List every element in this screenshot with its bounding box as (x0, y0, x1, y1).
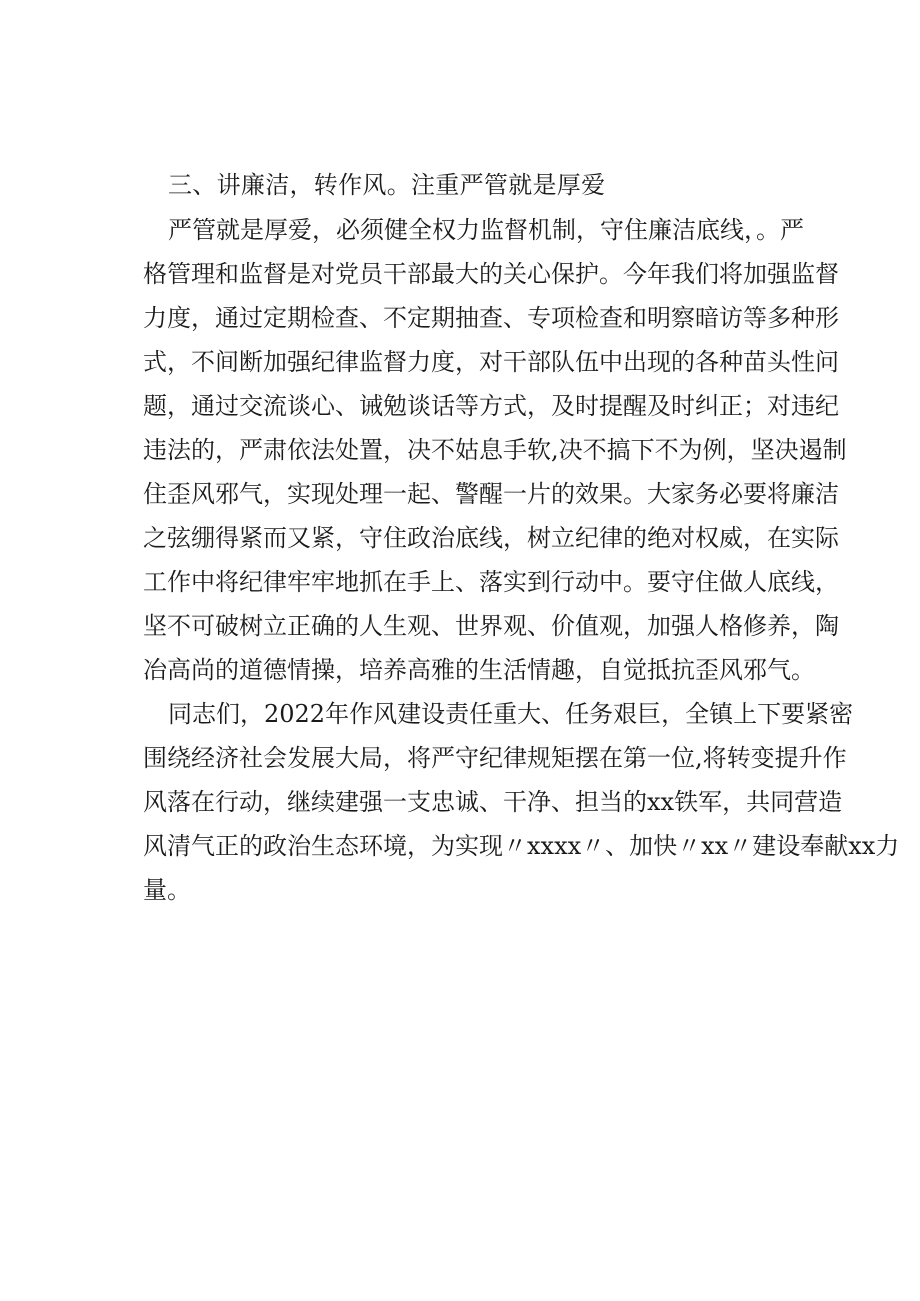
paragraph-1-line: 力度，通过定期检查、不定期抽查、专项检查和明察暗访等多种形 (143, 304, 839, 332)
paragraph-1-line: 违法的，严肃依法处置，决不姑息手软,决不搞下不为例，坚决遏制 (143, 436, 847, 464)
paragraph-2-line: 风落在行动，继续建强一支忠诚、干净、担当的xx铁军，共同营造 (143, 788, 843, 816)
paragraph-1-line: 题，通过交流谈心、诫勉谈话等方式，及时提醒及时纠正；对违纪 (143, 392, 839, 420)
paragraph-1-line: 格管理和监督是对党员干部最大的关心保护。今年我们将加强监督 (143, 260, 839, 288)
paragraph-2-line: 围绕经济社会发展大局，将严守纪律规矩摆在第一位,将转变提升作 (143, 744, 847, 772)
paragraph-1-line: 坚不可破树立正确的人生观、世界观、价值观，加强人格修养，陶 (143, 612, 839, 640)
paragraph-1-line: 严管就是厚爱，必须健全权力监督机制，守住廉洁底线，。严 (168, 216, 804, 244)
paragraph-1-line: 式，不间断加强纪律监督力度，对干部队伍中出现的各种苗头性问 (143, 348, 839, 376)
paragraph-1-line: 冶高尚的道德情操，培养高雅的生活情趣，自觉抵抗歪风邪气。 (143, 656, 815, 684)
paragraph-2-line: 风清气正的政治生态环境，为实现〃xxxx〃、加快〃xx〃建设奉献xx力 (143, 832, 900, 860)
paragraph-1-line: 之弦绷得紧而又紧，守住政治底线，树立纪律的绝对权威，在实际 (143, 524, 839, 552)
paragraph-2-line: 量。 (143, 876, 191, 904)
paragraph-1-line: 工作中将纪律牢牢地抓在手上、落实到行动中。要守住做人底线， (143, 568, 839, 596)
section-heading: 三、讲廉洁，转作风。注重严管就是厚爱 (168, 171, 606, 199)
paragraph-2-line: 同志们，2022年作风建设责任重大、任务艰巨，全镇上下要紧密 (168, 700, 854, 728)
paragraph-1-line: 住歪风邪气，实现处理一起、警醒一片的效果。大家务必要将廉洁 (143, 480, 839, 508)
